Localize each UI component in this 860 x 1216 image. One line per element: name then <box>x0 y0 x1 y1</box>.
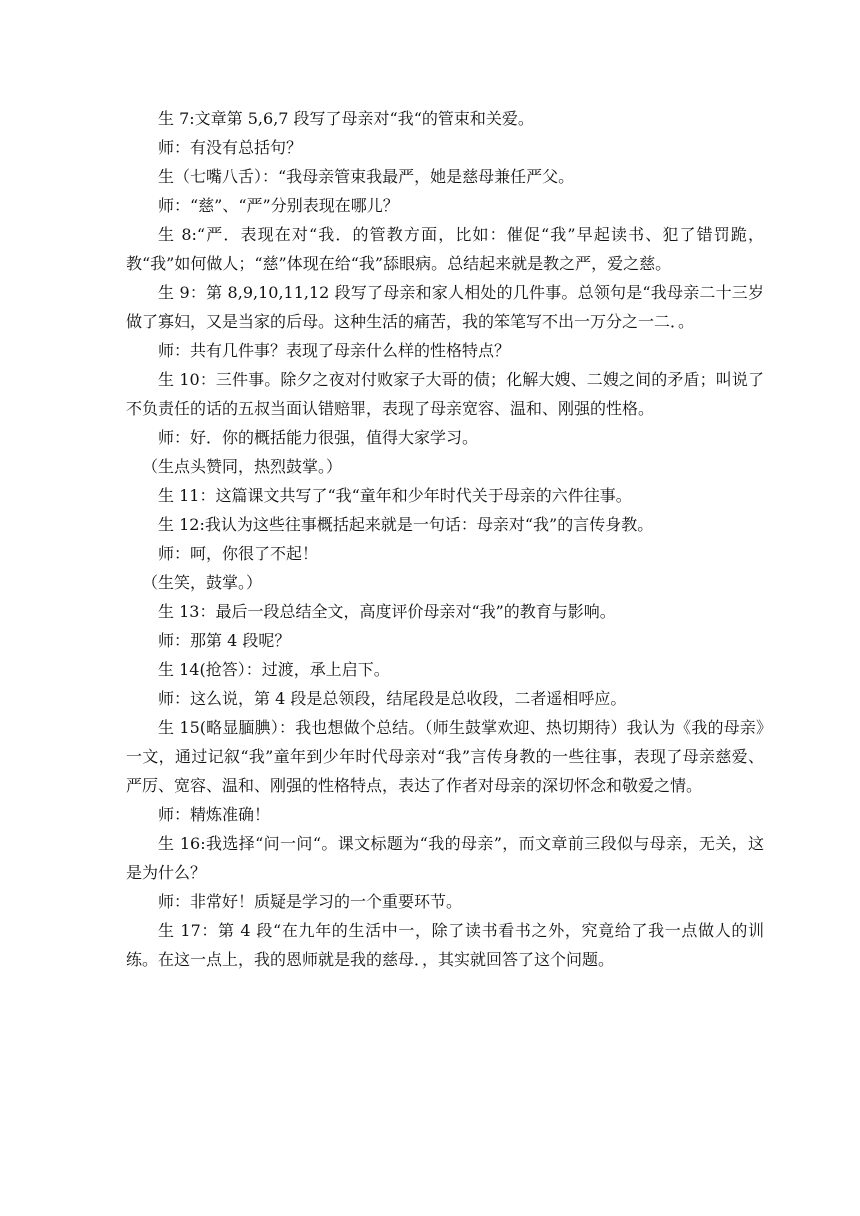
paragraph: 师：这么说，第 4 段是总领段，结尾段是总收段，二者遥相呼应。 <box>158 689 627 708</box>
paragraph: 师：精炼准确！ <box>158 805 271 824</box>
paragraph: 师：共有几件事？表现了母亲什么样的性格特点？ <box>158 341 511 360</box>
paragraph: （生笑，鼓掌。） <box>142 573 263 592</box>
paragraph: 生 16:我选择“问一问“。课文标题为“我的母亲”，而文章前三段似与母亲，无关，这是为什么？ <box>126 834 764 882</box>
paragraph: 师：“慈”、“严”分别表现在哪儿？ <box>158 196 399 215</box>
paragraph: 生 14(抢答）：过渡，承上启下。 <box>158 660 390 679</box>
paragraph: 生 7:文章第 5,6,7 段写了母亲对“我“的管束和关爱。 <box>158 109 534 128</box>
paragraph: （生点头赞同，热烈鼓掌。） <box>142 457 343 476</box>
paragraph: 生 10：三件事。除夕之夜对付败家子大哥的债；化解大嫂、二嫂之间的矛盾；叫说了不负责任的话的五叔当面认错赔罪，表现了母亲宽容、温和、刚强的性格。 <box>126 370 764 418</box>
paragraph: 师：好．你的概括能力很强，值得大家学习。 <box>158 428 479 447</box>
paragraph: 师：有没有总括句？ <box>158 138 303 157</box>
paragraph: 生 15(略显腼腆）：我也想做个总结。（师生鼓掌欢迎、热切期待）我认为《我的母亲》一文，通过记叙“我”童年到少年时代母亲对“我”言传身教的一些往事，表现了母亲慈爱、严厉、宽容、温和、刚强的性格特点，表达了作者对母亲的深切怀念和敬爱之情。 <box>126 718 764 795</box>
paragraph: 师：非常好！质疑是学习的一个重要环节。 <box>158 892 463 911</box>
paragraph: 师：呵，你很了不起！ <box>158 544 319 563</box>
paragraph: 生 11：这篇课文共写了“我“童年和少年时代关于母亲的六件往事。 <box>158 486 632 505</box>
paragraph: 生 13：最后一段总结全文，高度评价母亲对“我”的教育与影响。 <box>158 602 616 621</box>
document-body <box>126 104 764 974</box>
paragraph: 生 12:我认为这些往事概括起来就是一句话：母亲对“我”的言传身教。 <box>158 515 654 534</box>
paragraph: 师：那第 4 段呢？ <box>158 631 291 650</box>
paragraph: 生 17：第 4 段“在九年的生活中一，除了读书看书之外，究竟给了我一点做人的训练。在这一点上，我的恩师就是我的慈母．，其实就回答了这个问题。 <box>126 921 764 969</box>
paragraph: 生（七嘴八舌）：“我母亲管束我最严，她是慈母兼任严父。 <box>158 167 575 186</box>
paragraph: 生 8:“严．表现在对“我．的管教方面，比如：催促“我”早起读书、犯了错罚跪，教“我”如何做人；“慈”体现在给“我”舔眼病。总结起来就是教之严，爱之慈。 <box>126 225 764 273</box>
paragraph: 生 9：第 8,9,10,11,12 段写了母亲和家人相处的几件事。总领句是“我母亲二十三岁做了寡妇，又是当家的后母。这种生活的痛苦，我的笨笔写不出一万分之一二．。 <box>126 283 764 331</box>
